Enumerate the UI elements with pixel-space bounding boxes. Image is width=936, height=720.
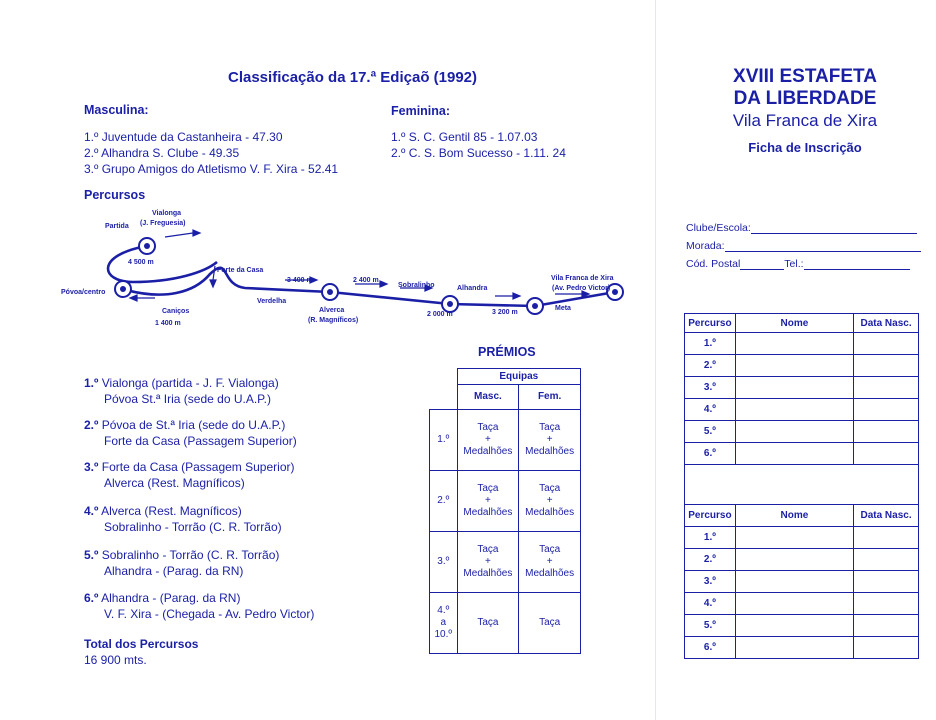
map-dist6: 3 200 m xyxy=(492,309,518,316)
map-dist2: 3 400 m xyxy=(287,277,313,284)
leg-1: 1.º Vialonga (partida - J. F. Vialonga) Póvoa St.ª Iria (sede do U.A.P.) xyxy=(84,376,279,406)
map-verdelha: Verdelha xyxy=(257,298,287,305)
leg-3: 3.º Forte da Casa (Passagem Superior) Alverca (Rest. Magníficos) xyxy=(84,460,295,490)
event-subtitle: Vila Franca de Xira xyxy=(732,111,878,130)
direction-arrows xyxy=(130,230,589,301)
map-pedro: (Av. Pedro Victor) xyxy=(552,285,611,292)
map-alverca: Alverca xyxy=(319,307,345,314)
total-label: Total dos Percursos xyxy=(84,637,199,651)
form-title: Ficha de Inscrição xyxy=(748,140,862,155)
registration-row: 6.º xyxy=(685,637,919,659)
prize-row: 2.º Taça + Medalhões Taça + Medalhões xyxy=(430,471,581,532)
postal-field[interactable]: Cód. Postal Tel.: xyxy=(686,258,910,270)
registration-row: 3.º xyxy=(685,377,919,399)
registration-row: 1.º xyxy=(685,527,919,549)
event-title-1: XVIII ESTAFETA xyxy=(733,66,877,87)
leg-2: 2.º Póvoa de St.ª Iria (sede do U.A.P.) Forte da Casa (Passagem Superior) xyxy=(84,418,297,448)
prizes-fem-header: Fem. xyxy=(519,385,581,410)
map-dist4: 1 400 m xyxy=(155,320,181,327)
registration-table-1: Percurso Nome Data Nasc. 1.º 2.º 3.º 4.º 5.º 6.º Percurso Nome Data Nasc. 1.º 2.º 3.º 4.º 5.º 6.º xyxy=(684,313,919,659)
prize-row: 1.º Taça + Medalhões Taça + Medalhões xyxy=(430,410,581,471)
total-value: 16 900 mts. xyxy=(84,653,147,667)
male-result-2: 2.º Alhandra S. Clube - 49.35 xyxy=(84,146,240,160)
map-forte: Forte da Casa xyxy=(217,267,264,274)
prizes-title: PRÉMIOS xyxy=(478,345,536,359)
prize-row: 3.º Taça + Medalhões Taça + Medalhões xyxy=(430,532,581,593)
route-line-vialonga-povoa xyxy=(108,246,217,282)
male-results xyxy=(84,129,338,177)
form-header xyxy=(690,66,920,158)
registration-row: 2.º xyxy=(685,355,919,377)
map-partida: Partida xyxy=(105,223,129,230)
map-freguesia: (J. Freguesia) xyxy=(140,220,186,227)
route-map xyxy=(55,200,635,340)
registration-row: 6.º xyxy=(685,443,919,465)
registration-row: 3.º xyxy=(685,571,919,593)
registration-row: 5.º xyxy=(685,615,919,637)
registration-row: 4.º xyxy=(685,593,919,615)
map-povoa: Póvoa/centro xyxy=(61,289,106,296)
registration-row: 5.º xyxy=(685,421,919,443)
map-dist3: 2 400 m xyxy=(353,277,379,284)
club-field[interactable]: Clube/Escola: xyxy=(686,222,917,234)
registration-row: 2.º xyxy=(685,549,919,571)
female-results xyxy=(391,129,566,161)
prizes-teams-header: Equipas xyxy=(457,369,580,385)
address-field[interactable]: Morada: xyxy=(686,240,921,252)
prizes-table xyxy=(429,368,581,654)
prize-row: 4.º a 10.º Taça Taça xyxy=(430,593,581,654)
map-canicos: Caniços xyxy=(162,308,190,315)
map-sobralinho: Sobralinho xyxy=(398,282,435,289)
map-vialonga: Vialonga xyxy=(152,210,182,217)
leg-5: 5.º Sobralinho - Torrão (C. R. Torrão) Alhandra - (Parag. da RN) xyxy=(84,548,280,578)
map-meta: Meta xyxy=(555,305,571,312)
map-vfx: Vila Franca de Xira xyxy=(551,275,614,282)
female-heading: Feminina: xyxy=(391,104,451,118)
page-fold xyxy=(655,0,656,720)
prizes-masc-header: Masc. xyxy=(457,385,519,410)
male-heading: Masculina: xyxy=(84,103,149,117)
registration-row: 4.º xyxy=(685,399,919,421)
event-title-2: DA LIBERDADE xyxy=(733,88,877,109)
male-result-1: 1.º Juventude da Castanheira - 47.30 xyxy=(84,130,283,144)
registration-row: 1.º xyxy=(685,333,919,355)
leg-4: 4.º Alverca (Rest. Magníficos) Sobralinho - Torrão (C. R. Torrão) xyxy=(84,504,282,534)
female-result-1: 1.º S. C. Gentil 85 - 1.07.03 xyxy=(391,130,538,144)
leg-6: 6.º Alhandra - (Parag. da RN) V. F. Xira - (Chegada - Av. Pedro Victor) xyxy=(84,591,315,621)
map-dist5: 2 000 m xyxy=(427,311,453,318)
routes-heading: Percursos xyxy=(84,188,146,202)
map-dist1: 4 500 m xyxy=(128,259,154,266)
male-result-3: 3.º Grupo Amigos do Atletismo V. F. Xira - 52.41 xyxy=(84,162,339,176)
female-result-2: 2.º C. S. Bom Sucesso - 1.11. 24 xyxy=(391,146,566,160)
classification-title: Classificação da 17.ª Ediçaõ (1992) xyxy=(228,69,478,86)
map-magnificos: (R. Magníficos) xyxy=(308,317,359,324)
map-alhandra: Alhandra xyxy=(457,285,488,292)
